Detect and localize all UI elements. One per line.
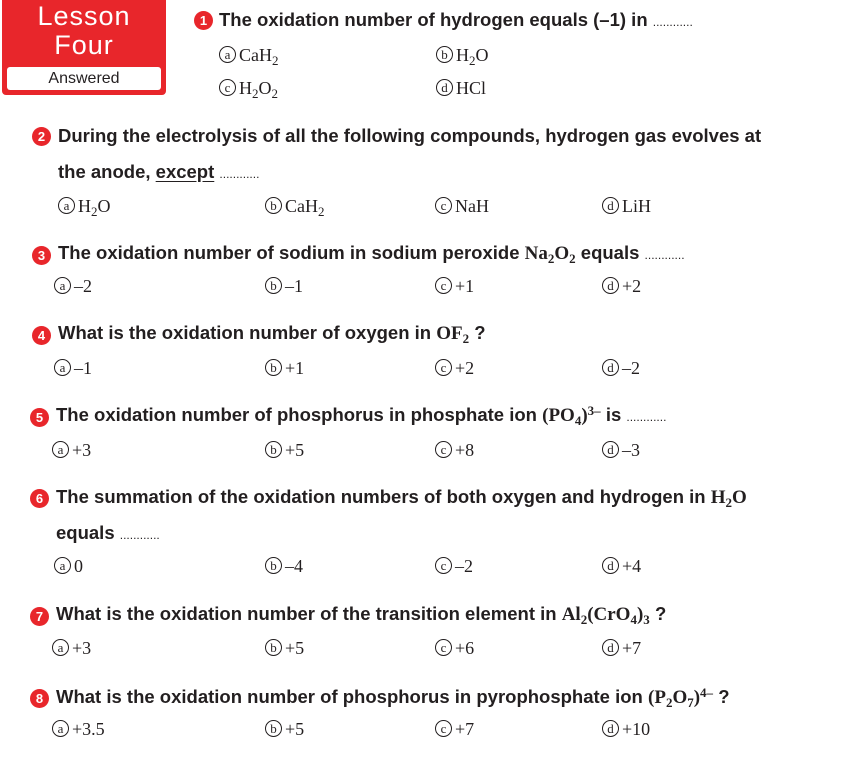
formula-po4: $(PO_4)^{3-}$	[542, 403, 601, 428]
q7-option-a-text: +3	[72, 638, 92, 658]
q4-option-c-text: +2	[455, 358, 475, 378]
option-letter-b: b	[265, 441, 282, 458]
question-number-6: 6	[30, 489, 49, 508]
question-3-stem: The oxidation number of sodium in sodium peroxide	[58, 242, 520, 263]
option-letter-a: a	[52, 441, 69, 458]
q2-option-d[interactable]	[602, 196, 651, 217]
q5-option-d-text: –3	[622, 440, 640, 460]
question-number-4: 4	[32, 326, 51, 345]
blank-dots: ............	[219, 167, 260, 181]
q1-option-d-text: HCl	[456, 78, 487, 98]
q6-option-b[interactable]	[265, 556, 303, 577]
option-letter-d: d	[436, 79, 453, 96]
q6-option-b-text: –4	[285, 556, 303, 576]
q5-option-a[interactable]	[52, 440, 91, 461]
question-2-stem: the anode,	[58, 161, 151, 182]
question-number-1: 1	[194, 11, 213, 30]
option-letter-c: c	[219, 79, 236, 96]
option-letter-c: c	[435, 197, 452, 214]
q2-option-c[interactable]	[435, 196, 489, 217]
q6-option-a[interactable]	[54, 556, 83, 577]
question-4-text	[58, 322, 486, 345]
blank-dots: ............	[644, 248, 685, 262]
question-2-line-2	[58, 161, 259, 183]
q8-option-d[interactable]	[602, 719, 650, 740]
option-letter-a: a	[52, 639, 69, 656]
option-letter-d: d	[602, 277, 619, 294]
q4-option-b[interactable]	[265, 358, 304, 379]
q7-option-c[interactable]	[435, 638, 474, 659]
question-5-text	[56, 404, 666, 427]
q3-option-a[interactable]	[54, 276, 92, 297]
q1-option-c[interactable]	[219, 78, 278, 99]
q7-option-d-text: +7	[622, 638, 642, 658]
q1-option-b-text: $H_2O$	[456, 45, 489, 68]
blank-dots: ............	[626, 410, 667, 424]
q6-option-c[interactable]	[435, 556, 473, 577]
option-letter-d: d	[602, 441, 619, 458]
q5-option-a-text: +3	[72, 440, 92, 460]
q7-option-b[interactable]	[265, 638, 304, 659]
formula-al2cro43: $Al_2(CrO_4)_3$	[561, 604, 650, 627]
q2-option-d-text: LiH	[622, 196, 651, 216]
option-letter-a: a	[58, 197, 75, 214]
q3-option-d-text: +2	[622, 276, 642, 296]
q4-option-c[interactable]	[435, 358, 474, 379]
q1-option-a[interactable]	[219, 45, 279, 66]
badge-line-2: Four	[54, 30, 114, 60]
q5-option-c-text: +8	[455, 440, 475, 460]
question-number-2: 2	[32, 127, 51, 146]
option-letter-b: b	[265, 639, 282, 656]
question-number-5: 5	[30, 408, 49, 427]
option-letter-a: a	[54, 557, 71, 574]
q4-option-b-text: +1	[285, 358, 305, 378]
question-2-line-1: During the electrolysis of all the following compounds, hydrogen gas evolves at	[58, 125, 762, 146]
q3-option-b-text: –1	[285, 276, 303, 296]
q5-option-d[interactable]	[602, 440, 640, 461]
except-word: except	[155, 161, 215, 182]
q6-option-a-text: 0	[74, 556, 83, 576]
q8-option-c-text: +7	[455, 719, 475, 739]
blank-dots: ............	[652, 15, 693, 29]
formula-of2: $OF_2$	[436, 323, 470, 346]
option-letter-c: c	[435, 441, 452, 458]
question-number-7: 7	[30, 607, 49, 626]
q4-option-a-text: –1	[74, 358, 92, 378]
question-4-tail: ?	[474, 322, 486, 343]
q3-option-b[interactable]	[265, 276, 303, 297]
q2-option-b-text: CaH$_2$	[285, 196, 325, 219]
question-6-tail: equals	[56, 522, 115, 543]
option-letter-c: c	[435, 277, 452, 294]
option-letter-b: b	[436, 46, 453, 63]
q7-option-b-text: +5	[285, 638, 305, 658]
option-letter-c: c	[435, 359, 452, 376]
q6-option-d[interactable]	[602, 556, 641, 577]
option-letter-b: b	[265, 359, 282, 376]
formula-na2o2: $Na_2O_2$	[524, 243, 576, 266]
q3-option-a-text: –2	[74, 276, 92, 296]
q8-option-b-text: +5	[285, 719, 305, 739]
q2-option-c-text: NaH	[455, 196, 489, 216]
q7-option-c-text: +6	[455, 638, 475, 658]
option-letter-a: a	[54, 359, 71, 376]
question-1-stem: The oxidation number of hydrogen equals (–1) in	[219, 9, 648, 30]
question-8-text	[56, 686, 730, 709]
option-letter-d: d	[602, 557, 619, 574]
q3-option-c[interactable]	[435, 276, 474, 297]
lesson-badge	[2, 0, 166, 95]
question-1-text	[219, 9, 693, 31]
q3-option-d[interactable]	[602, 276, 641, 297]
answered-label: Answered	[7, 67, 161, 90]
blank-dots: ............	[119, 528, 160, 542]
question-4-stem: What is the oxidation number of oxygen in	[58, 322, 432, 343]
option-letter-b: b	[265, 720, 282, 737]
q4-option-a[interactable]	[54, 358, 92, 379]
q5-option-c[interactable]	[435, 440, 474, 461]
question-8-tail: ?	[718, 686, 730, 707]
q4-option-d-text: –2	[622, 358, 640, 378]
question-number-8: 8	[30, 689, 49, 708]
question-6-line-1	[56, 486, 747, 509]
q1-option-d[interactable]	[436, 78, 486, 99]
option-letter-b: b	[265, 277, 282, 294]
option-letter-d: d	[602, 720, 619, 737]
formula-p2o7: $(P_2O_7)^{4-}$	[648, 685, 714, 710]
q7-option-d[interactable]	[602, 638, 641, 659]
q1-option-a-text: CaH$_2$	[239, 45, 279, 68]
option-letter-a: a	[219, 46, 236, 63]
q5-option-b-text: +5	[285, 440, 305, 460]
question-7-text	[56, 603, 666, 626]
option-letter-c: c	[435, 720, 452, 737]
option-letter-a: a	[54, 277, 71, 294]
question-7-stem: What is the oxidation number of the transition element in	[56, 603, 557, 624]
option-letter-b: b	[265, 197, 282, 214]
q8-option-c[interactable]	[435, 719, 474, 740]
question-number-3: 3	[32, 246, 51, 265]
q5-option-b[interactable]	[265, 440, 304, 461]
option-letter-c: c	[435, 557, 452, 574]
q6-option-c-text: –2	[455, 556, 473, 576]
q8-option-a-text: +3.5	[72, 719, 105, 739]
badge-line-1: Lesson	[37, 1, 131, 31]
q8-option-a[interactable]	[52, 719, 105, 740]
q1-option-b[interactable]	[436, 45, 489, 66]
option-letter-d: d	[602, 359, 619, 376]
q4-option-d[interactable]	[602, 358, 640, 379]
q7-option-a[interactable]	[52, 638, 91, 659]
option-letter-d: d	[602, 639, 619, 656]
option-letter-d: d	[602, 197, 619, 214]
question-7-tail: ?	[654, 603, 667, 624]
q1-option-c-text: $H_2O_2$	[239, 78, 278, 101]
question-3-tail: equals	[580, 242, 640, 263]
q3-option-c-text: +1	[455, 276, 475, 296]
question-5-tail: is	[605, 404, 622, 425]
question-6-line-2	[56, 522, 160, 544]
question-6-stem: The summation of the oxidation numbers of both oxygen and hydrogen in	[56, 486, 706, 507]
q2-option-a-text: $H_2O$	[78, 196, 111, 219]
question-8-stem: What is the oxidation number of phosphorus in pyrophosphate ion	[56, 686, 643, 707]
question-3-text	[58, 242, 685, 265]
q8-option-d-text: +10	[622, 719, 651, 739]
formula-h2o: $H_2O$	[710, 487, 747, 510]
q6-option-d-text: +4	[622, 556, 642, 576]
q8-option-b[interactable]	[265, 719, 304, 740]
option-letter-a: a	[52, 720, 69, 737]
option-letter-c: c	[435, 639, 452, 656]
question-5-stem: The oxidation number of phosphorus in phosphate ion	[56, 404, 537, 425]
q2-option-b[interactable]	[265, 196, 325, 217]
q2-option-a[interactable]	[58, 196, 111, 217]
option-letter-b: b	[265, 557, 282, 574]
